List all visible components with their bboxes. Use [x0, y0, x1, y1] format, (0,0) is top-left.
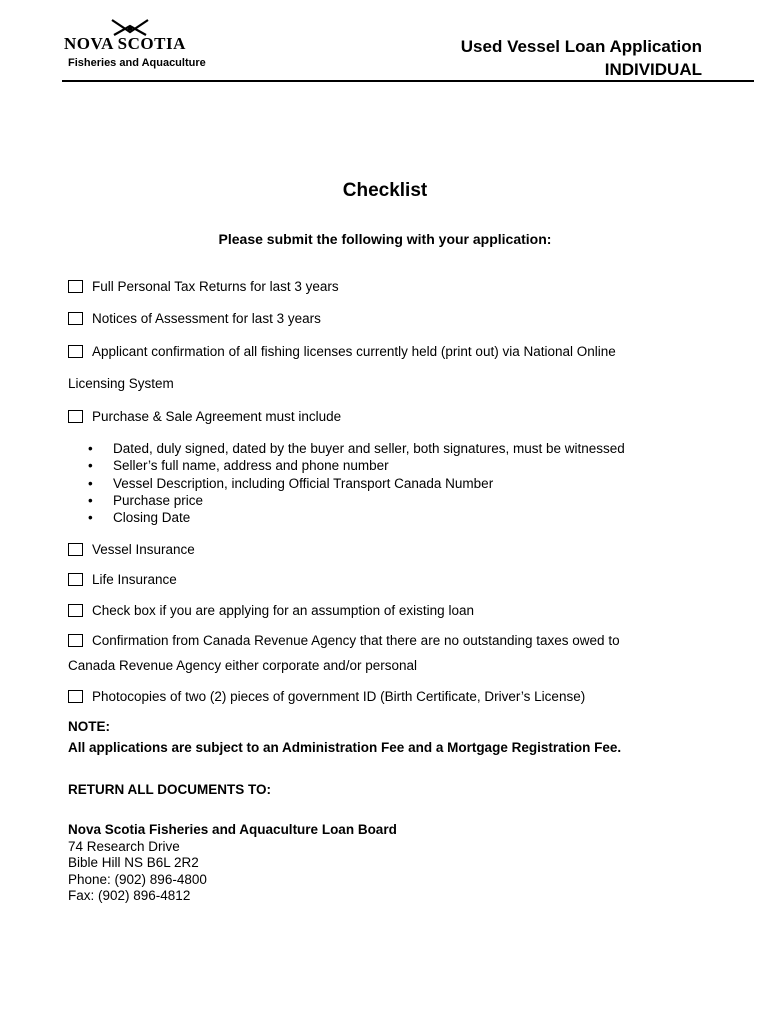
checklist-item-label: Photocopies of two (2) pieces of government ID (Birth Certificate, Driver’s License) — [92, 689, 586, 704]
checkbox[interactable] — [68, 410, 83, 423]
logo-wordmark: NOVA SCOTIA — [64, 34, 186, 53]
checklist-item-vessel-insurance — [68, 540, 195, 560]
note-label: NOTE: — [68, 719, 110, 734]
checklist-item-label: Vessel Insurance — [92, 542, 195, 557]
checklist-item-label: Check box if you are applying for an assumption of existing loan — [92, 603, 474, 618]
checklist-item-label: Life Insurance — [92, 572, 177, 587]
checkbox[interactable] — [68, 312, 83, 325]
checkbox[interactable] — [68, 573, 83, 586]
checkbox[interactable] — [68, 543, 83, 556]
list-item: • Purchase price — [88, 492, 625, 509]
address-fax: Fax: (902) 896-4812 — [68, 888, 191, 903]
address-organization: Nova Scotia Fisheries and Aquaculture Loan Board — [68, 822, 397, 837]
checklist-item-cra-confirmation — [68, 631, 620, 651]
checklist-item-label: Applicant confirmation of all fishing licenses currently held (print out) via National Online — [92, 344, 616, 359]
list-item: • Seller’s full name, address and phone number — [88, 457, 625, 474]
checkbox[interactable] — [68, 345, 83, 358]
checklist-item-continuation: Canada Revenue Agency either corporate and/or personal — [68, 658, 417, 673]
list-item: • Vessel Description, including Official Transport Canada Number — [88, 475, 625, 492]
checklist-item-purchase-sale-agreement — [68, 407, 341, 427]
address-phone: Phone: (902) 896-4800 — [68, 871, 207, 887]
checklist-item-label: Notices of Assessment for last 3 years — [92, 311, 321, 326]
department-name: Fisheries and Aquaculture — [68, 57, 206, 69]
return-label: RETURN ALL DOCUMENTS TO: — [68, 782, 271, 797]
checkbox[interactable] — [68, 634, 83, 647]
checklist-item-label: Purchase & Sale Agreement must include — [92, 409, 342, 424]
address-city: Bible Hill NS B6L 2R2 — [68, 855, 199, 870]
agreement-requirements-list — [88, 440, 625, 526]
document-title-line2: INDIVIDUAL — [604, 60, 702, 79]
checklist-item-label: Full Personal Tax Returns for last 3 years — [92, 279, 339, 294]
page-subheading: Please submit the following with your application: — [218, 231, 552, 247]
checklist-item-notices-of-assessment — [68, 309, 321, 329]
checkbox[interactable] — [68, 690, 83, 703]
checklist-item-tax-returns — [68, 277, 339, 297]
checklist-item-loan-assumption — [68, 601, 474, 621]
checkbox[interactable] — [68, 604, 83, 617]
checklist-item-label: Confirmation from Canada Revenue Agency that there are no outstanding taxes owed to — [92, 633, 620, 648]
list-item: • Dated, duly signed, dated by the buyer and seller, both signatures, must be witnessed — [88, 440, 625, 457]
checklist-item-government-id — [68, 687, 585, 707]
header-divider — [62, 80, 754, 82]
checkbox[interactable] — [68, 280, 83, 293]
address-street: 74 Research Drive — [68, 838, 180, 854]
checklist-item-fishing-licenses — [68, 342, 616, 362]
checklist-item-continuation: Licensing System — [68, 376, 174, 391]
document-title-line1: Used Vessel Loan Application — [460, 37, 702, 56]
checklist-item-life-insurance — [68, 570, 177, 590]
note-text: All applications are subject to an Administration Fee and a Mortgage Registration Fee. — [68, 740, 622, 755]
page-heading: Checklist — [342, 180, 428, 201]
document-title — [461, 35, 702, 81]
list-item: • Closing Date — [88, 509, 625, 526]
return-address — [68, 822, 397, 905]
nova-scotia-logo — [62, 18, 222, 74]
